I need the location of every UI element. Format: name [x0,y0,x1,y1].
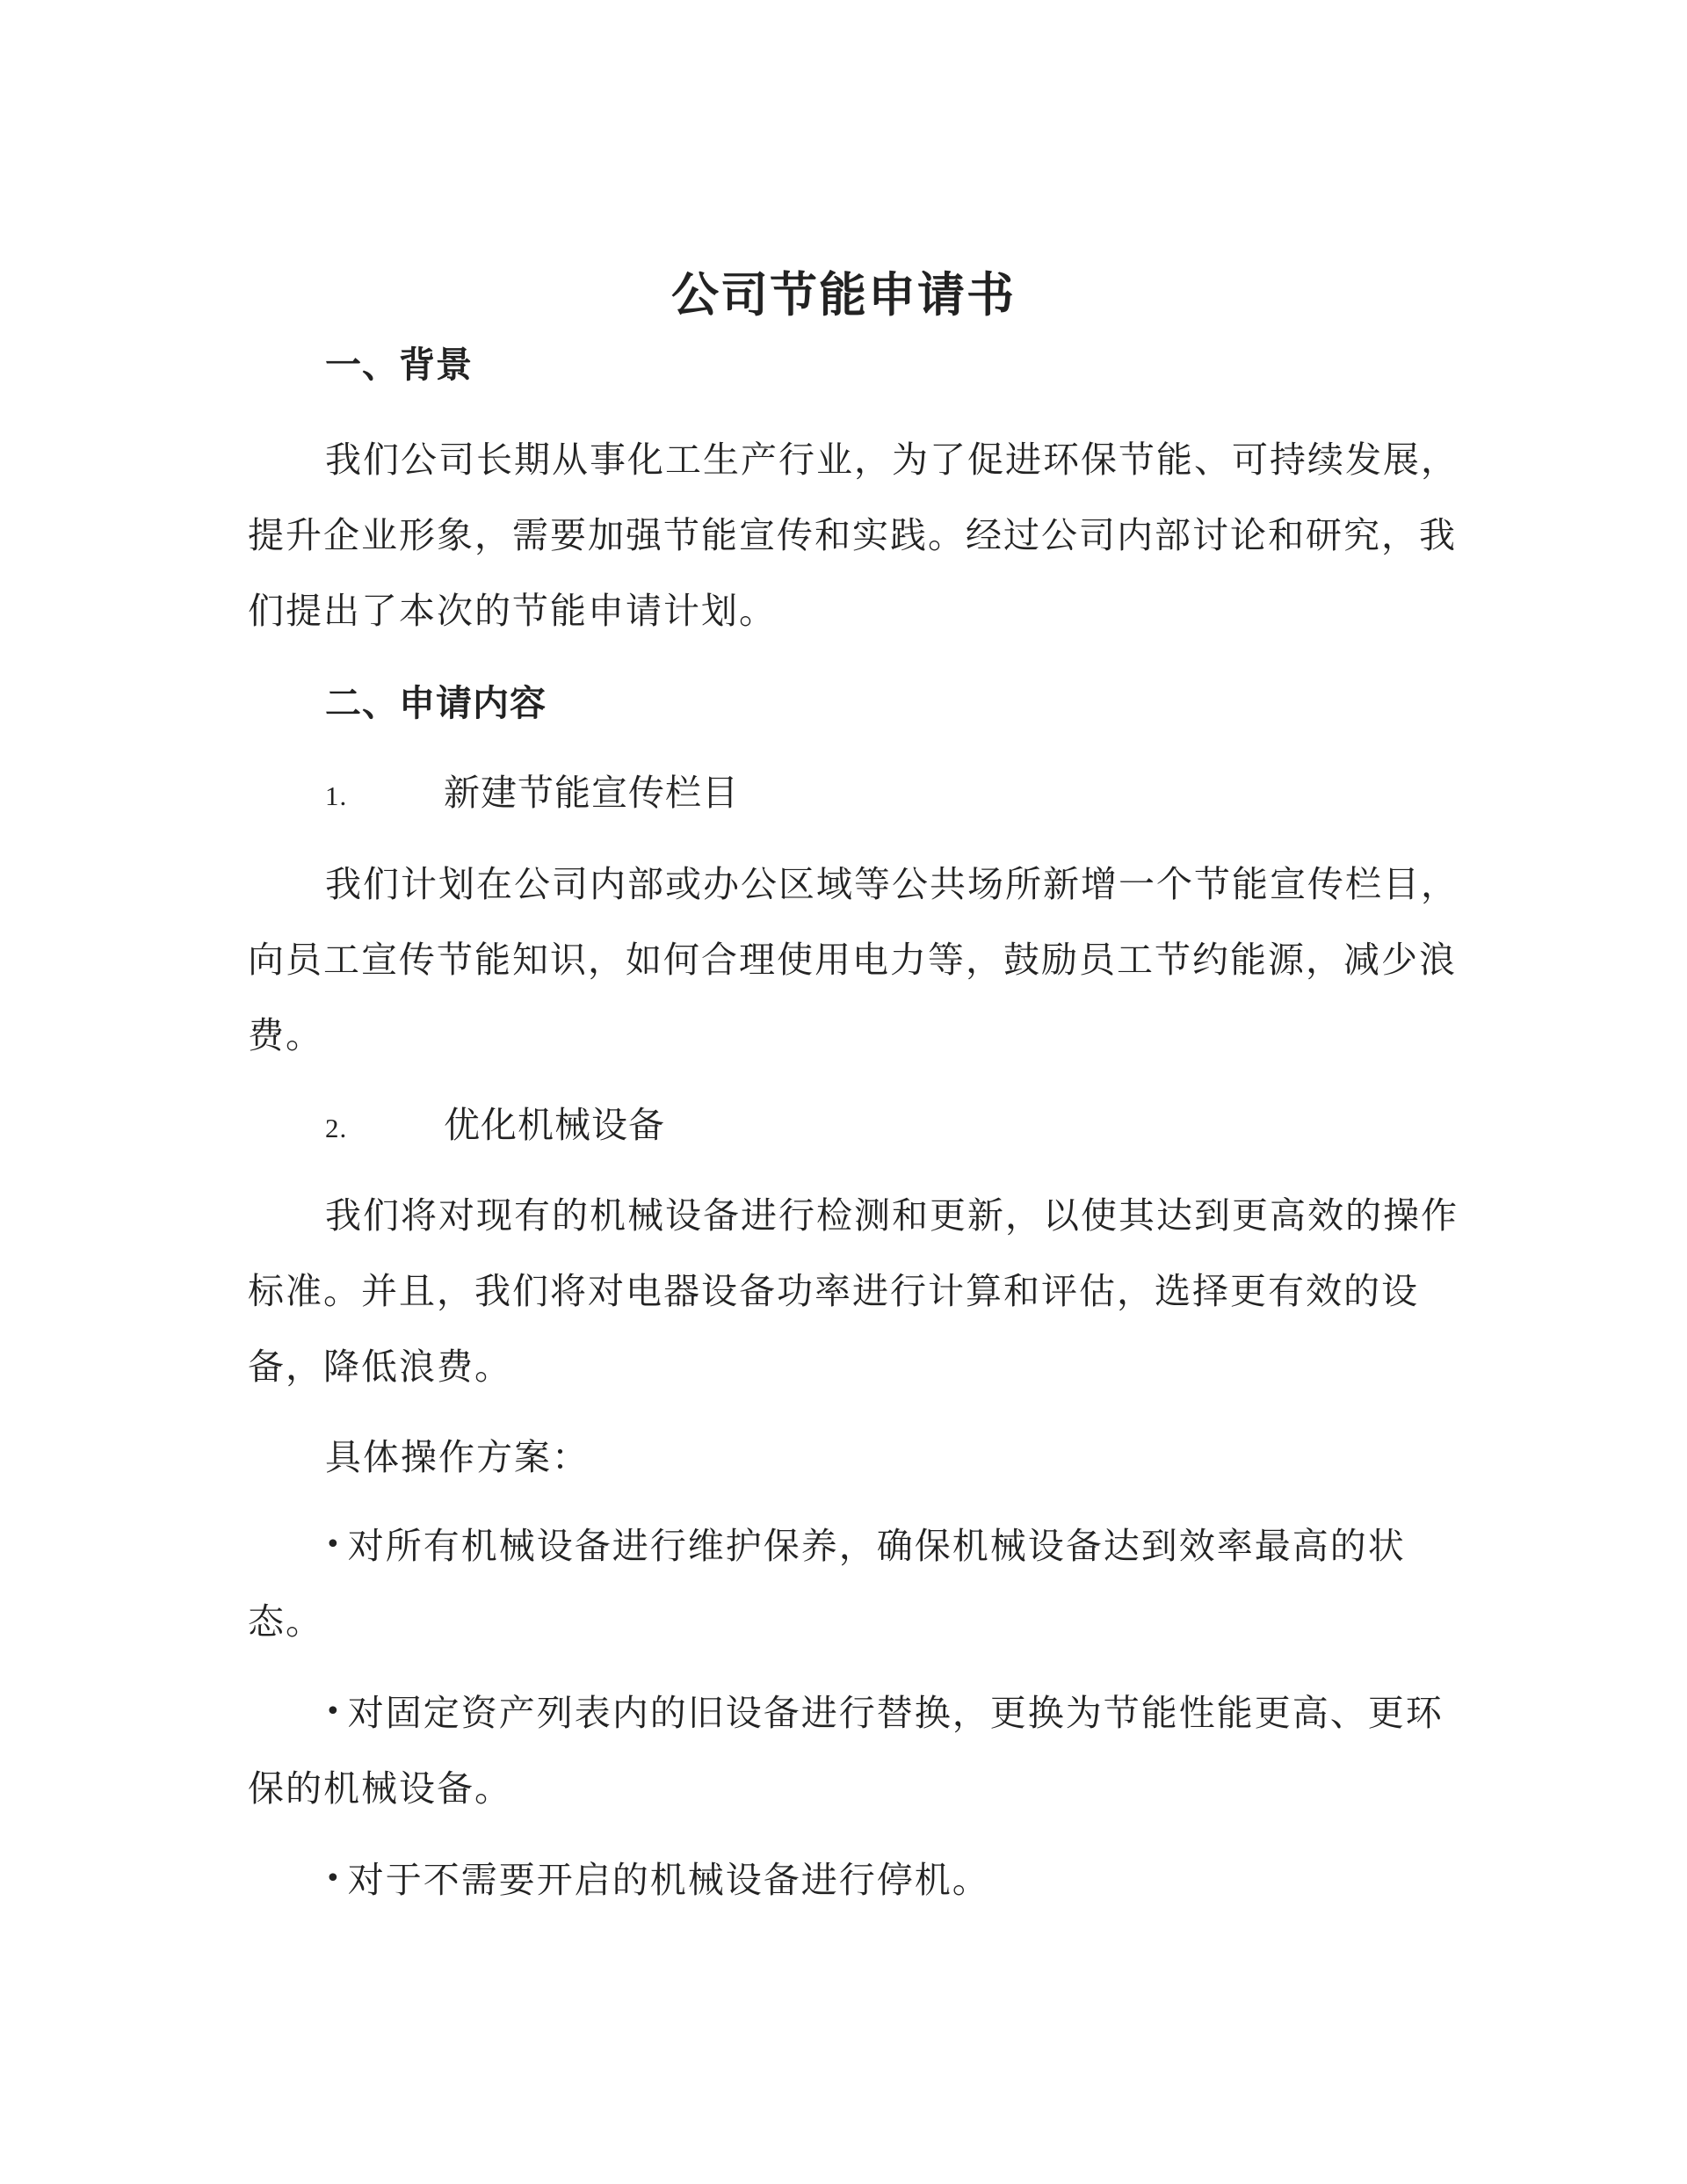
bullet-item [248,1507,1460,1659]
section-heading-application: 二、申请内容 [325,682,547,724]
bullet-item [248,1841,1460,1918]
bullet-text: 对于不需要开启的机械设备进行停机。 [347,1859,990,1901]
bullet-dot: • [325,1863,343,1894]
plan-label: 具体操作方案： [325,1436,590,1478]
bullet-item [248,1674,1460,1826]
item-number: 1. [325,780,348,811]
bullet-text: 对所有机械设备进行维护保养，确保机械设备达到效率最高的状态。 [248,1525,1406,1643]
item-label: 新建节能宣传栏目 [444,772,739,814]
numbered-item-1 [325,766,739,823]
background-paragraph: 我们公司长期从事化工生产行业，为了促进环保节能、可持续发展，提升企业形象，需要加强节能宣传和实践。经过公司内部讨论和研究，我们提出了本次的节能申请计划。 [248,439,1459,632]
item-1-paragraph: 我们计划在公司内部或办公区域等公共场所新增一个节能宣传栏目，向员工宣传节能知识，如何合理使用电力等，鼓励员工节约能源，减少浪费。 [248,863,1459,1056]
document-title: 公司节能申请书 [671,266,1016,323]
numbered-item-2 [325,1099,665,1155]
item-number: 2. [325,1113,348,1143]
bullet-text: 对固定资产列表内的旧设备进行替换，更换为节能性能更高、更环保的机械设备。 [248,1692,1444,1810]
bullet-dot: • [325,1696,343,1727]
section-heading-background: 一、背景 [325,344,473,386]
bullet-dot: • [325,1529,343,1560]
item-2-paragraph: 我们将对现有的机械设备进行检测和更新，以使其达到更高效的操作标准。并且，我们将对电器设备功率进行计算和评估，选择更有效的设备，降低浪费。 [248,1194,1459,1388]
item-label: 优化机械设备 [444,1104,665,1146]
